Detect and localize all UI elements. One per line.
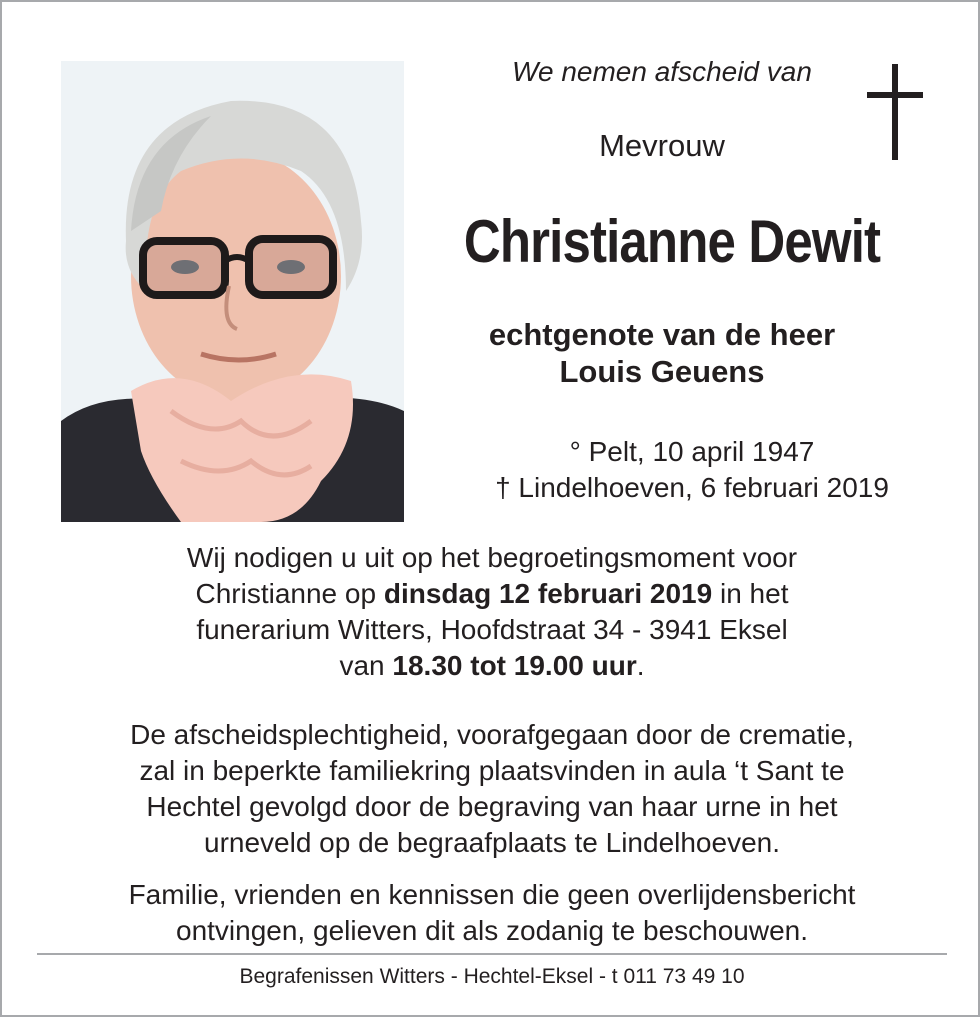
invitation-line-2-suffix: in het — [712, 578, 789, 609]
ceremony-line: zal in beperkte familiekring plaatsvinden in aula ‘t Sant te — [139, 755, 845, 786]
dates-block — [422, 434, 962, 506]
invitation-paragraph — [62, 540, 922, 684]
invitation-line-3: funerarium Witters, Hoofdstraat 34 - 3941 Eksel — [196, 614, 788, 645]
funeral-home-footer: Begrafenissen Witters - Hechtel-Eksel - t 011 73 49 10 — [239, 965, 745, 988]
deceased-name: Christianne Dewit — [463, 208, 881, 275]
honorific: Mevrouw — [599, 128, 725, 163]
spouse-line-2: Louis Geuens — [559, 354, 765, 389]
intro-text: We nemen afscheid van — [512, 56, 812, 87]
invitation-line-4-prefix: van — [339, 650, 393, 681]
ceremony-line: Hechtel gevolgd door de begraving van haar urne in het — [146, 791, 838, 822]
visitation-time: 18.30 tot 19.00 uur — [392, 650, 637, 681]
footer-divider — [37, 953, 947, 955]
birth-date: ° Pelt, 10 april 1947 — [569, 436, 815, 467]
ceremony-paragraph — [42, 717, 942, 861]
invitation-line-4-suffix: . — [636, 650, 645, 681]
spouse-line-1: echtgenote van de heer — [488, 317, 836, 352]
family-note-paragraph — [42, 877, 942, 949]
portrait-photo — [61, 61, 404, 522]
ceremony-line: De afscheidsplechtigheid, voorafgegaan door de crematie, — [130, 719, 854, 750]
family-note-line: ontvingen, gelieven dit als zodanig te beschouwen. — [176, 915, 808, 946]
family-note-line: Familie, vrienden en kennissen die geen overlijdensbericht — [128, 879, 856, 910]
visitation-date: dinsdag 12 februari 2019 — [383, 578, 713, 609]
spouse-block — [432, 316, 892, 390]
death-date: † Lindelhoeven, 6 februari 2019 — [495, 472, 889, 503]
invitation-line-1: Wij nodigen u uit op het begroetingsmoment voor — [186, 542, 798, 573]
invitation-line-4 — [62, 648, 922, 684]
invitation-line-2 — [62, 576, 922, 612]
portrait-illustration — [61, 61, 404, 522]
invitation-line-2-prefix: Christianne op — [195, 578, 384, 609]
ceremony-line: urneveld op de begraafplaats te Lindelhoeven. — [204, 827, 780, 858]
